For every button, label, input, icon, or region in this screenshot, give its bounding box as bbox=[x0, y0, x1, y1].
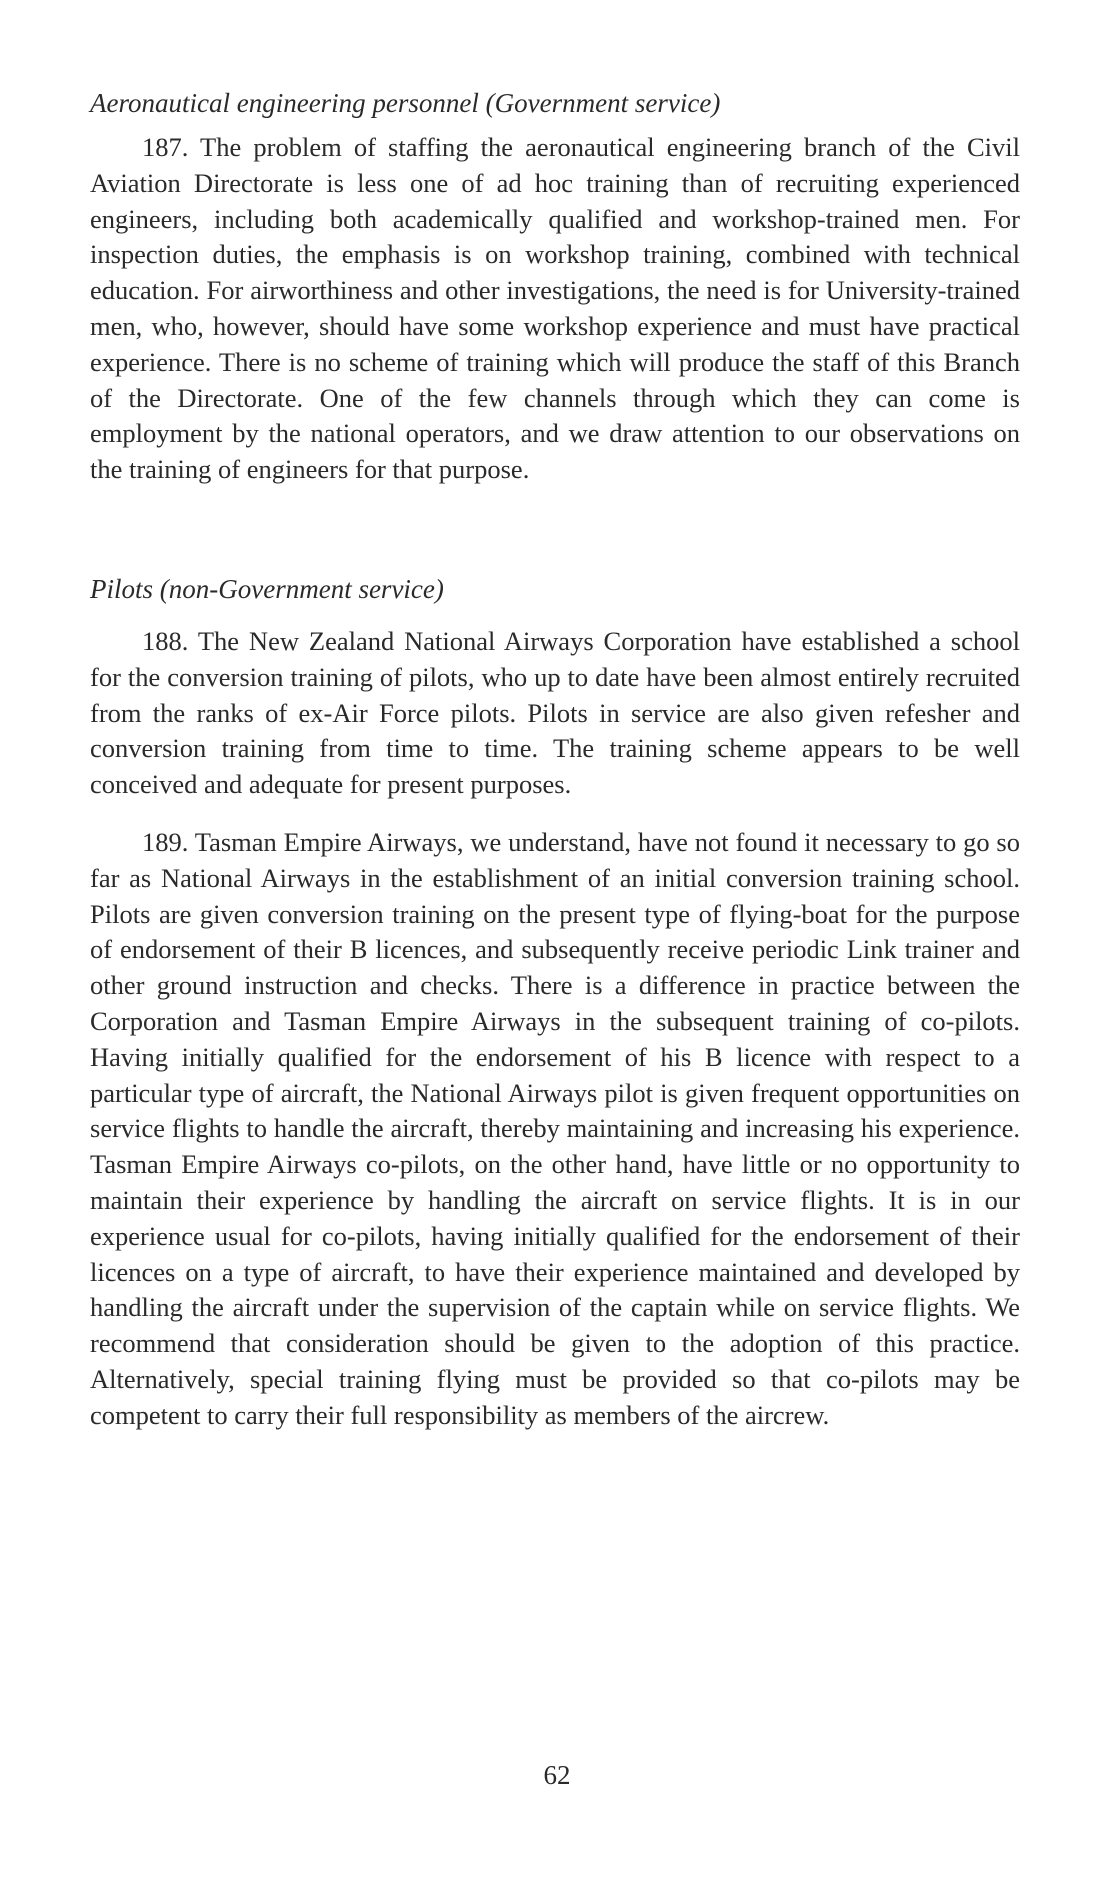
page-number: 62 bbox=[543, 1760, 571, 1790]
section-heading: Pilots (non-Government service) bbox=[90, 573, 444, 604]
document-page bbox=[90, 86, 1020, 1434]
section-engineering-personnel bbox=[90, 86, 1020, 488]
section-pilots bbox=[90, 572, 1020, 1434]
section-heading: Aeronautical engineering personnel (Government service) bbox=[90, 88, 721, 118]
paragraph-189: 189. Tasman Empire Airways, we understand, have not found it necessary to go so far as National Airways in the establishment of an initial conversion training school. Pilots are given conversion training on the present type of flying-boat for the purpose of endorsement of their B licences, and subsequently receive periodic Link trainer and other ground instruction and checks. There is a difference in practice between the Corporation and Tasman Empire Airways in the subsequent training of co-pilots. Having initially qualified for the endorsement of his B licence with respect to a particular type of aircraft, the National Airways pilot is given frequent opportunities on service flights to handle the aircraft, thereby maintaining and increasing his experience. Tasman Empire Airways co-pilots, on the other hand, have little or no opportunity to maintain their experience by handling the aircraft on service flights. It is in our experience usual for co-pilots, having initially qualified for the endorsement of their licences on a type of aircraft, to have their experience maintained and developed by handling the aircraft under the supervision of the captain while on service flights. We recommend that consideration should be given to the adoption of this practice. Alternatively, special training flying must be provided so that co-pilots may be competent to carry their full responsibility as members of the aircrew. bbox=[90, 826, 1020, 1430]
paragraph-188: 188. The New Zealand National Airways Corporation have established a school for the conversion training of pilots, who up to date have been almost entirely recruited from the ranks of ex-Air Force pilots. Pilots in service are also given refesher and conversion training from time to time. The training scheme appears to be well conceived and adequate for present purposes. bbox=[90, 625, 1020, 800]
paragraph-187: 187. The problem of staffing the aeronautical engineering branch of the Civil Aviation Directorate is less one of ad hoc training than of recruiting experienced engineers, including both academically qualified and workshop-trained men. For inspection duties, the emphasis is on workshop training, combined with technical education. For airworthiness and other investigations, the need is for University-trained men, who, however, should have some workshop experience and must have practical experience. There is no scheme of training which will produce the staff of this Branch of the Directorate. One of the few channels through which they can come is employment by the national operators, and we draw attention to our observations on the training of engineers for that purpose. bbox=[90, 132, 1020, 485]
